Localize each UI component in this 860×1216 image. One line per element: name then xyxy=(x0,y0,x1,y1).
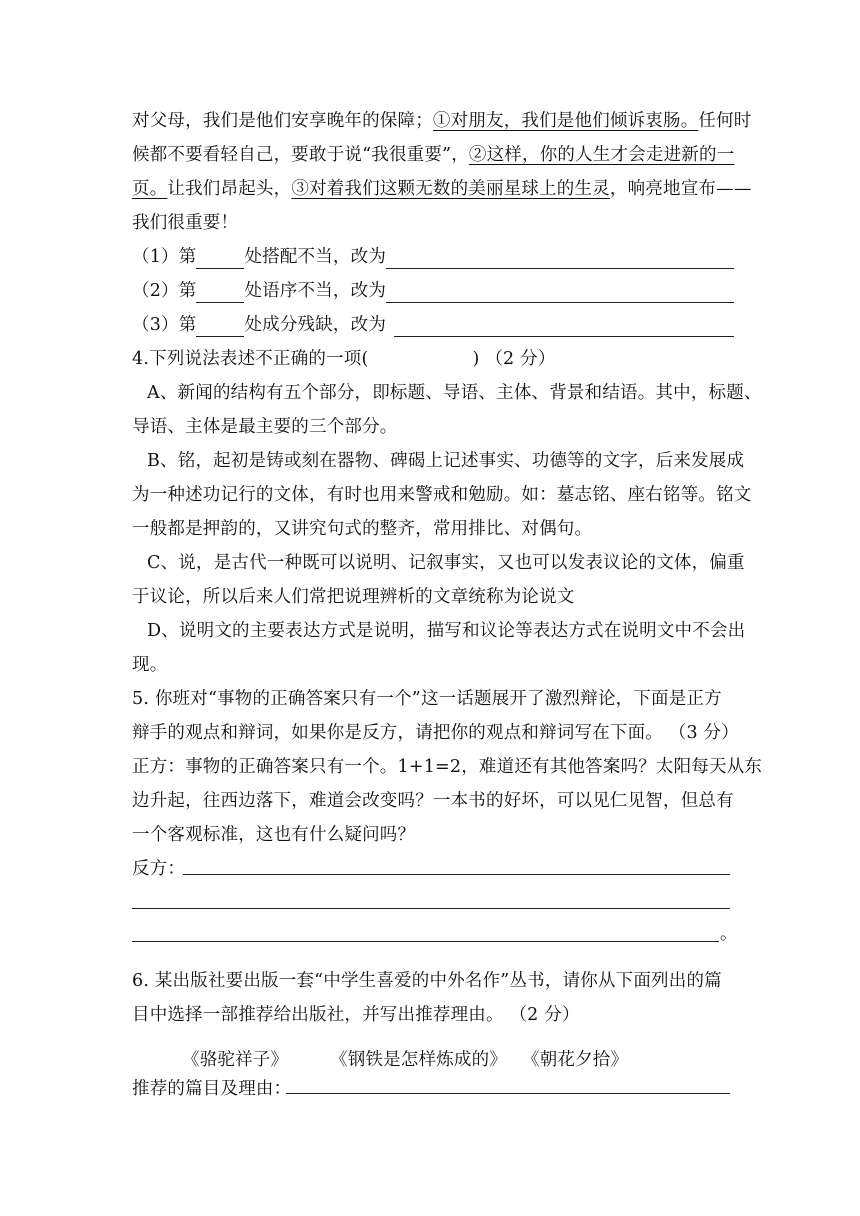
q3-text: 我们很重要！ xyxy=(132,213,239,233)
q5-con-label: 反方： xyxy=(132,859,186,879)
q3-text: 让我们昂起头， xyxy=(167,179,292,199)
q6-book-1: 《骆驼祥子》 xyxy=(182,1050,289,1070)
q4-option-d-line-2: 现。 xyxy=(132,655,168,675)
q4-option-d-line-1: D、说明文的主要表达方式是说明，描写和议论等表达方式在说明文中不会出 xyxy=(147,621,746,641)
q3-item-text: 处搭配不当，改为 xyxy=(244,247,387,267)
q4-option-b-line-1: B、铭，起初是铸或刻在器物、碑碣上记述事实、功德等的文字，后来发展成 xyxy=(147,451,745,471)
q6-stem-line-2: 目中选择一部推荐给出版社，并写出推荐理由。 （2 分） xyxy=(132,1005,580,1025)
q3-passage-line-1 xyxy=(132,109,752,133)
q3-underlined-sentence-2: ②这样，你的人生才会走进新的一 xyxy=(468,145,735,165)
q3-text: 任何时 xyxy=(698,111,752,131)
q4-option-b-line-2: 为一种述功记行的文体，有时也用来警戒和勉励。如：墓志铭、座右铭等。铭文 xyxy=(132,485,752,505)
q4-option-c-line-1: C、说，是古代一种既可以说明、记叙事实，又也可以发表议论的文体，偏重 xyxy=(147,553,745,573)
q3-item-2 xyxy=(132,279,732,303)
q3-item-1-number-blank[interactable] xyxy=(196,250,244,269)
q3-item-prefix: （2）第 xyxy=(132,281,197,301)
q3-passage-line-2 xyxy=(132,143,735,167)
q4-option-a-line-1: A、新闻的结构有五个部分，即标题、导语、主体、背景和结语。其中，标题、 xyxy=(147,383,762,403)
q4-option-a-line-2: 导语、主体是最主要的三个部分。 xyxy=(132,417,398,437)
q3-text: 候都不要看轻自己，要敢于说“我很重要”， xyxy=(132,145,469,165)
q3-underlined-sentence-2-end: 页。 xyxy=(132,179,168,199)
q4-option-c-line-2: 于议论，所以后来人们常把说理辨析的文章统称为论说文 xyxy=(132,587,575,607)
q3-item-3-number-blank[interactable] xyxy=(196,318,244,337)
q5-end-mark: 。 xyxy=(720,924,738,944)
q5-con-answer-line-2[interactable] xyxy=(132,908,730,909)
q4-option-b-line-3: 一般都是押韵的，又讲究句式的整齐，常用排比、对偶句。 xyxy=(132,519,593,539)
q5-pro-line-1: 正方：事物的正确答案只有一个。1+1=2，难道还有其他答案吗？太阳每天从东 xyxy=(132,757,763,777)
q5-con-answer-line-1[interactable] xyxy=(183,874,730,875)
q3-underlined-sentence-1: ①对朋友，我们是他们倾诉衷肠。 xyxy=(432,111,699,131)
q3-item-2-number-blank[interactable] xyxy=(196,284,244,303)
q5-pro-line-3: 一个客观标准，这也有什么疑问吗？ xyxy=(132,825,416,845)
q3-item-text: 处语序不当，改为 xyxy=(244,281,387,301)
q3-item-2-answer-blank[interactable] xyxy=(386,284,734,303)
q3-text: 对父母，我们是他们安享晚年的保障； xyxy=(132,111,433,131)
q3-item-text: 处成分残缺，改为 xyxy=(244,315,387,335)
q3-item-prefix: （1）第 xyxy=(132,247,197,267)
q4-stem-text: 4.下列说法表述不正确的一项( xyxy=(132,349,369,369)
q5-con-answer-line-3[interactable] xyxy=(132,941,719,942)
q3-text: ，响亮地宣布—— xyxy=(609,179,752,199)
q6-answer-label: 推荐的篇目及理由： xyxy=(132,1079,292,1099)
q6-book-2: 《钢铁是怎样炼成的》 xyxy=(330,1050,507,1070)
q3-item-3-answer-blank[interactable] xyxy=(394,318,734,337)
q6-answer-line[interactable] xyxy=(286,1093,730,1094)
q3-item-1 xyxy=(132,245,732,269)
q5-stem-line-1: 5. 你班对“事物的正确答案只有一个”这一话题展开了激烈辩论，下面是正方 xyxy=(132,689,722,709)
q3-item-prefix: （3）第 xyxy=(132,315,197,335)
q6-book-list xyxy=(182,1048,782,1072)
q3-item-3 xyxy=(132,313,732,337)
q3-passage-line-4 xyxy=(132,211,732,235)
q3-underlined-sentence-3: ③对着我们这颗无数的美丽星球上的生灵 xyxy=(291,179,610,199)
q6-stem-line-1: 6. 某出版社要出版一套“中学生喜爱的中外名作”丛书，请你从下面列出的篇 xyxy=(132,971,722,991)
q5-stem-line-2: 辩手的观点和辩词，如果你是反方，请把你的观点和辩词写在下面。 （3 分） xyxy=(132,723,739,743)
q4-points: ) （2 分） xyxy=(472,349,556,369)
q5-pro-line-2: 边升起，往西边落下，难道会改变吗？一本书的好坏，可以见仁见智，但总有 xyxy=(132,791,734,811)
q4-stem xyxy=(132,347,732,371)
q3-item-1-answer-blank[interactable] xyxy=(386,250,734,269)
q6-book-3: 《朝花夕拾》 xyxy=(522,1050,629,1070)
q3-passage-line-3 xyxy=(132,177,752,201)
